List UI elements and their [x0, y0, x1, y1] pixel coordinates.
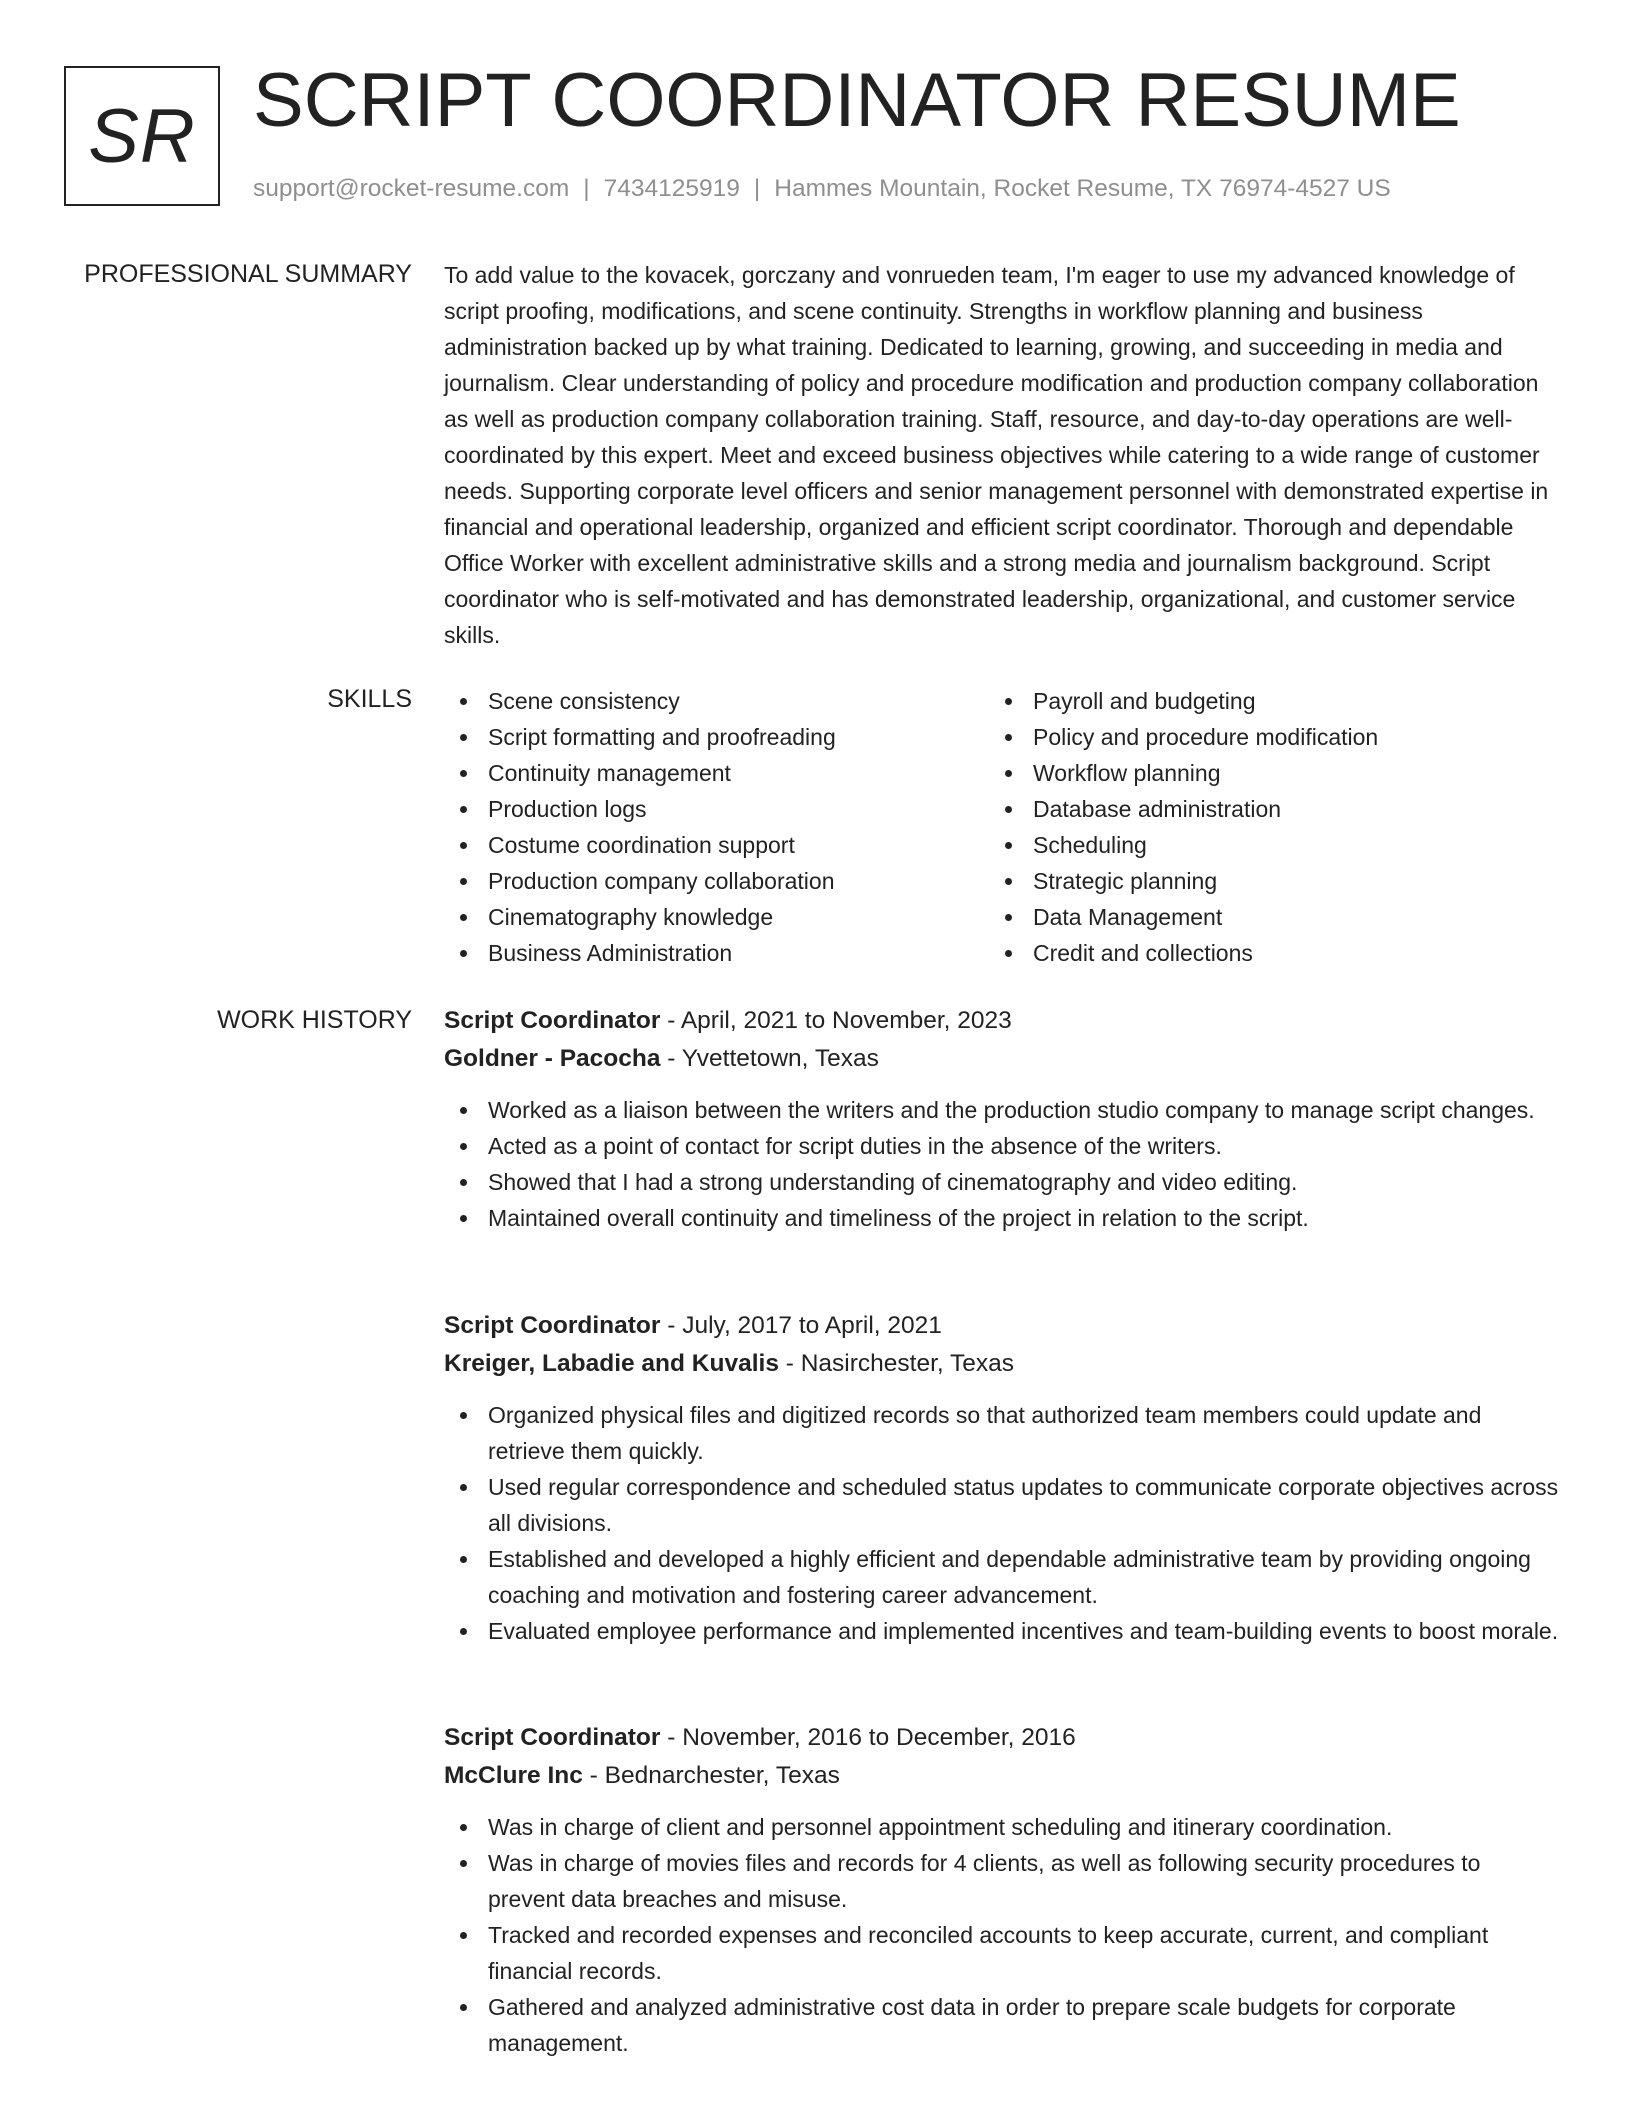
job-dates: - April, 2021 to November, 2023 [660, 1007, 1012, 1034]
contact-phone: 7434125919 [603, 175, 740, 202]
job-title: Script Coordinator [444, 1312, 661, 1339]
job-company: Goldner - Pacocha [444, 1045, 661, 1072]
skill-item: Workflow planning [989, 755, 1534, 791]
skill-item: Strategic planning [989, 863, 1534, 899]
skill-item: Cinematography knowledge [444, 899, 989, 935]
job-location: - Nasirchester, Texas [778, 1350, 1015, 1377]
summary-heading: PROFESSIONAL SUMMARY [84, 260, 412, 288]
skill-item: Script formatting and proofreading [444, 719, 989, 755]
job-title-line [444, 1307, 1559, 1345]
monogram-box [64, 66, 220, 206]
job-title-line [444, 1719, 1559, 1757]
skills-columns [444, 683, 1559, 971]
skill-item: Production logs [444, 791, 989, 827]
contact-address: Hammes Mountain, Rocket Resume, TX 76974-4527 US [774, 175, 1391, 202]
skills-list-left [444, 683, 989, 971]
job-entry [444, 1002, 1559, 1236]
skill-item: Database administration [989, 791, 1534, 827]
skill-item: Credit and collections [989, 935, 1534, 971]
job-duty: Gathered and analyzed administrative cost data in order to prepare scale budgets for corporate management. [444, 1989, 1559, 2061]
skills-list-right [989, 683, 1534, 971]
job-duty: Was in charge of movies files and records for 4 clients, as well as following security procedures to prevent data breaches and misuse. [444, 1845, 1559, 1917]
job-duties-list [444, 1397, 1559, 1649]
skill-item: Scene consistency [444, 683, 989, 719]
contact-separator: | [583, 175, 590, 202]
job-location: - Bednarchester, Texas [582, 1762, 840, 1789]
contact-line [253, 173, 1391, 205]
job-entry [444, 1307, 1559, 1649]
resume-title: SCRIPT COORDINATOR RESUME [253, 58, 1461, 143]
job-entry [444, 1719, 1559, 2061]
work-history-heading: WORK HISTORY [217, 1006, 412, 1034]
contact-email: support@rocket-resume.com [253, 175, 570, 202]
job-duty: Organized physical files and digitized records so that authorized team members could update and retrieve them quickly. [444, 1397, 1559, 1469]
job-duties-list [444, 1092, 1559, 1236]
job-duties-list [444, 1809, 1559, 2061]
skill-item: Policy and procedure modification [989, 719, 1534, 755]
skill-item: Business Administration [444, 935, 989, 971]
job-location: - Yvettetown, Texas [660, 1045, 879, 1072]
skill-item: Data Management [989, 899, 1534, 935]
job-duty: Tracked and recorded expenses and reconciled accounts to keep accurate, current, and compliant financial records. [444, 1917, 1559, 1989]
job-company: McClure Inc [444, 1762, 583, 1789]
job-duty: Acted as a point of contact for script duties in the absence of the writers. [444, 1128, 1559, 1164]
job-company-line [444, 1757, 1559, 1795]
job-duty: Established and developed a highly efficient and dependable administrative team by providing ongoing coaching and motivation and fostering career advancement. [444, 1541, 1559, 1613]
job-title-line [444, 1002, 1559, 1040]
job-company: Kreiger, Labadie and Kuvalis [444, 1350, 779, 1377]
contact-separator: | [753, 175, 761, 202]
monogram-initials: SR [88, 93, 196, 179]
job-duty: Used regular correspondence and scheduled status updates to communicate corporate objectives across all divisions. [444, 1469, 1559, 1541]
job-duty: Evaluated employee performance and implemented incentives and team-building events to boost morale. [444, 1613, 1559, 1649]
job-title: Script Coordinator [444, 1724, 661, 1751]
job-title: Script Coordinator [444, 1007, 661, 1034]
skill-item: Scheduling [989, 827, 1534, 863]
skills-heading: SKILLS [327, 685, 412, 713]
skill-item: Production company collaboration [444, 863, 989, 899]
job-company-line [444, 1040, 1559, 1078]
job-duty: Showed that I had a strong understanding of cinematography and video editing. [444, 1164, 1559, 1200]
job-duty: Worked as a liaison between the writers and the production studio company to manage script changes. [444, 1092, 1559, 1128]
job-dates: - July, 2017 to April, 2021 [660, 1312, 942, 1339]
skill-item: Payroll and budgeting [989, 683, 1534, 719]
job-dates: - November, 2016 to December, 2016 [660, 1724, 1076, 1751]
job-company-line [444, 1345, 1559, 1383]
job-duty: Was in charge of client and personnel appointment scheduling and itinerary coordination. [444, 1809, 1559, 1845]
summary-text: To add value to the kovacek, gorczany and vonrueden team, I'm eager to use my advanced knowledge of script proofing, modifications, and scene continuity. Strengths in workflow planning and business administration backed up by what training. Dedicated to learning, growing, and succeeding in media and journalism. Clear understanding of policy and procedure modification and production company collaboration as well as production company collaboration training. Staff, resource, and day-to-day operations are well-coordinated by this expert. Meet and exceed business objectives while catering to a wide range of customer needs. Supporting corporate level officers and senior management personnel with demonstrated expertise in financial and operational leadership, organized and efficient script coordinator. Thorough and dependable Office Worker with excellent administrative skills and a strong media and journalism background. Script coordinator who is self-motivated and has demonstrated leadership, organizational, and customer service skills. [444, 262, 1549, 648]
skill-item: Costume coordination support [444, 827, 989, 863]
job-duty: Maintained overall continuity and timeliness of the project in relation to the script. [444, 1200, 1559, 1236]
skill-item: Continuity management [444, 755, 989, 791]
